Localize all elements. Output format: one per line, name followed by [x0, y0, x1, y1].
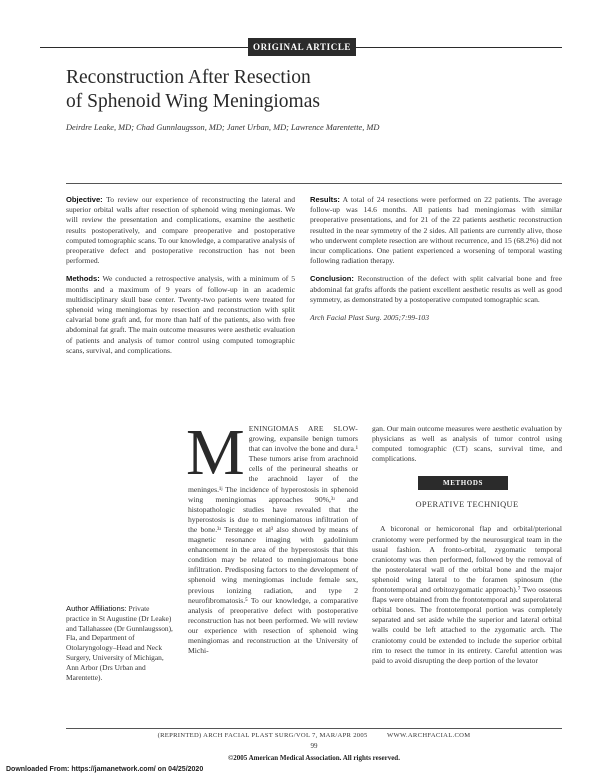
download-notice: Downloaded From: https://jamanetwork.com/ on 04/25/2020 — [6, 766, 204, 773]
objective-text: To review our experience of reconstructing the lateral and superior orbital walls after resection of sphenoid wing meningiomas. We will review the presentation and complications, examine the aesthetic results postoperatively, and compare preoperative and postoperative computed tomographic scans. To our knowledge, a comparative analysis of preoperative defect and postoperative reconstruction has not been performed. — [66, 195, 295, 266]
journal-citation: Arch Facial Plast Surg. 2005;7:99-103 — [310, 313, 430, 323]
section-tag: ORIGINAL ARTICLE — [248, 38, 356, 56]
affiliations-text: Private practice in St Augustine (Dr Leake) and Tallahassee (Dr Gunnlaugsson), Fla, and Department of Otolaryngology–Head and Neck Surgery, University of Michigan, Ann Arbor (Drs Urban and Marentette). — [66, 604, 173, 682]
author-list: Deirdre Leake, MD; Chad Gunnlaugsson, MD; Janet Urban, MD; Lawrence Marentette, MD — [66, 123, 380, 132]
methods-paragraph — [66, 274, 295, 356]
abstract-divider — [66, 183, 562, 184]
affiliations-label: Author Affiliations: — [66, 604, 127, 613]
header-rule-left — [40, 47, 248, 48]
article-title — [66, 66, 486, 114]
objective-label: Objective: — [66, 195, 103, 204]
copyright-notice: ©2005 American Medical Association. All rights reserved. — [228, 754, 400, 762]
conclusion-text: Reconstruction of the defect with split calvarial bone and free abdominal fat grafts affords the patient excellent aesthetic results as well as good symmetry, as demonstrated by a postoperative computed tomographic scan. — [310, 274, 562, 304]
objective-paragraph — [66, 195, 295, 266]
operative-text: A bicoronal or hemicoronal flap and orbital/pterional craniotomy were performed by the neurosurgical team in the usual fashion. A fronto-orbital, zygomatic temporal craniotomy was then performed, followed by the removal of the posterolateral wall of the orbital bone and the major sphenoid wing lateral to the foramen spinosum (the frontotemporal and orbitozygomatic approach).⁷ Two osseous flaps were obtained from the frontotemporal and superolateral orbital bones. The frontotemporal portion was completely separated and set aside while the superior and lateral orbital walls could be left attached to the zygomatic arch. The craniotomy could be extended to include the superior orbital rim to resect the tumor in its entirety. Careful attention was paid to avoid disrupting the deep portion of the levator — [372, 524, 562, 665]
methods-heading: METHODS — [418, 476, 508, 490]
abstract-right-column — [310, 195, 562, 331]
drop-cap: M — [186, 416, 245, 489]
body-column-middle — [186, 416, 358, 656]
body-column-right — [372, 424, 562, 666]
abstract-left-column — [66, 195, 295, 364]
results-label: Results: — [310, 195, 340, 204]
footer-divider — [66, 728, 562, 729]
author-affiliations — [66, 604, 174, 682]
right-column-intro: gan. Our main outcome measures were aesthetic evaluation by physicians as well as analysis of tumor control using computed tomographic (CT) scans, survival time, and complications. — [372, 424, 562, 464]
title-line-1: Reconstruction After Resection — [66, 67, 311, 88]
methods-label: Methods: — [66, 274, 100, 284]
conclusion-paragraph — [310, 274, 562, 305]
conclusion-label: Conclusion: — [310, 274, 354, 284]
operative-technique-heading: OPERATIVE TECHNIQUE — [415, 500, 519, 510]
intro-text: growing, expansile benign tumors that can involve the bone and dura.¹ These tumors arise from arachnoid cells of the perineural sheaths or the arachnoid layer of the meninges.¹ʲ The incidence of hyperostosis in sphenoid wing meningiomas approaches 90%,³ʴ and histopathologic studies have revealed that the hyperostosis is due to meningiomatous infiltration of the bone.³ʴ Terstegge et al³ also showed by means of magnetic resonance imaging with gadolinium enhancement in the area of the hyperostosis that this condition may be related to meningiomatous bone infiltration. Predisposing factors to the development of sphenoid wing meningiomas include female sex, previous ionizing radiation, and type 2 neurofibromatosis.⁵ To our knowledge, a comparative analysis of preoperative defect with postoperative reconstruction has not been performed. We will review our experience with resection of sphenoid wing meningiomas and reconstruction at the University of Michi- — [188, 434, 358, 656]
header-rule-right — [356, 47, 562, 48]
page-number: 99 — [310, 742, 318, 750]
journal-footer: (REPRINTED) ARCH FACIAL PLAST SURG/VOL 7, MAR/APR 2005 WWW.ARCHFACIAL.COM — [157, 732, 471, 739]
results-paragraph — [310, 195, 562, 266]
title-line-2: of Sphenoid Wing Meningiomas — [66, 91, 320, 112]
results-text: A total of 24 resections were performed on 22 patients. The average follow-up was 14.6 months. All patients had meningiomas with similar preoperative presentations, and for 21 of the 22 patients aesthetic reconstruction resulted in the near symmetry of the 2 sides. All patients are currently alive, those who underwent complete resection are without recurrence, and 15 (68.2%) did not incur complications. One patient experienced a worsening of temporal wasting following radiation therapy. — [310, 195, 562, 266]
methods-text: We conducted a retrospective analysis, with a minimum of 5 months and a maximum of 9 years of follow-up in an academic multidisciplinary skull base center. Twenty-two patients were treated for sphenoid wing meningiomas by resection and reconstruction with split calvarial bone graft and, for more than half of the patients, also with free abdominal fat graft. The main outcome measures were aesthetic evaluation of patients and analysis of tumor control using computed tomographic scans, survival, and complications. — [66, 274, 295, 355]
intro-small-caps: ENINGIOMAS ARE SLOW- — [248, 424, 358, 433]
